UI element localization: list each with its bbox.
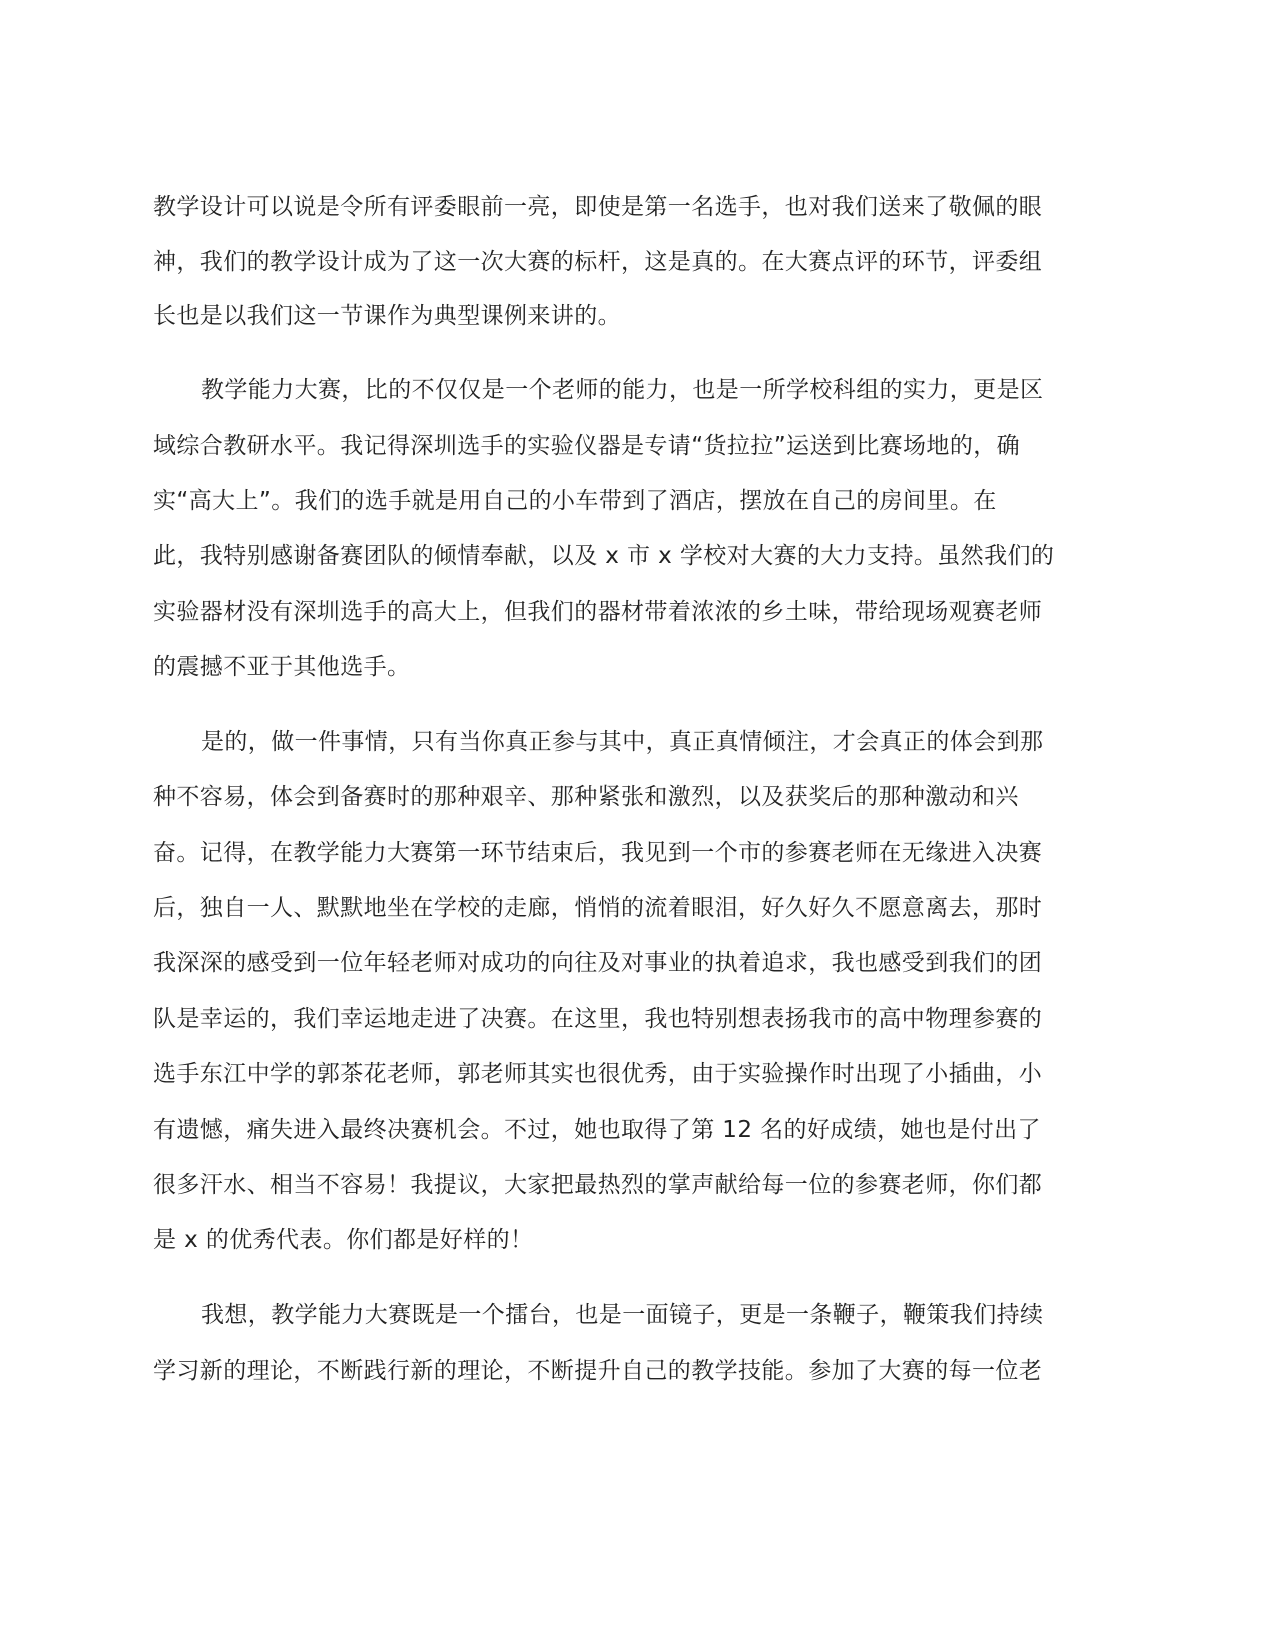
text-line: 教学设计可以说是令所有评委眼前一亮，即使是第一名选手，也对我们送来了敬佩的眼 [153,194,1043,220]
text-line: 我深深的感受到一位年轻老师对成功的向往及对事业的执着追求，我也感受到我们的团 [153,950,1043,976]
text-line: 奋。记得，在教学能力大赛第一环节结束后，我见到一个市的参赛老师在无缘进入决赛 [153,840,1043,866]
text-line: 是 x 的优秀代表。你们都是好样的！ [153,1227,534,1253]
text-line: 神，我们的教学设计成为了这一次大赛的标杆，这是真的。在大赛点评的环节，评委组 [153,249,1043,275]
text-line: 的震撼不亚于其他选手。 [153,654,411,680]
text-line: 后，独自一人、默默地坐在学校的走廊，悄悄的流着眼泪，好久好久不愿意离去，那时 [153,895,1043,921]
text-line: 实“高大上”。我们的选手就是用自己的小车带到了酒店，摆放在自己的房间里。在 [153,488,997,514]
text-line: 教学能力大赛，比的不仅仅是一个老师的能力，也是一所学校科组的实力，更是区 [201,377,1044,403]
text-line: 实验器材没有深圳选手的高大上，但我们的器材带着浓浓的乡土味，带给现场观赛老师 [153,599,1043,625]
text-line: 此，我特别感谢备赛团队的倾情奉献，以及 x 市 x 学校对大赛的大力支持。虽然我们的 [153,543,1055,569]
text-line: 选手东江中学的郭茶花老师，郭老师其实也很优秀，由于实验操作时出现了小插曲，小 [153,1061,1043,1087]
text-line: 很多汗水、相当不容易！我提议，大家把最热烈的掌声献给每一位的参赛老师，你们都 [153,1172,1043,1198]
text-line: 有遗憾，痛失进入最终决赛机会。不过，她也取得了第 12 名的好成绩，她也是付出了 [153,1117,1041,1143]
text-line: 长也是以我们这一节课作为典型课例来讲的。 [153,303,621,329]
text-line: 是的，做一件事情，只有当你真正参与其中，真正真情倾注，才会真正的体会到那 [201,729,1044,755]
text-line: 种不容易，体会到备赛时的那种艰辛、那种紧张和激烈，以及获奖后的那种激动和兴 [153,784,1019,810]
text-line: 域综合教研水平。我记得深圳选手的实验仪器是专请“货拉拉”运送到比赛场地的，确 [153,433,1021,459]
text-line: 学习新的理论，不断践行新的理论，不断提升自己的教学技能。参加了大赛的每一位老 [153,1358,1043,1384]
text-line: 队是幸运的，我们幸运地走进了决赛。在这里，我也特别想表扬我市的高中物理参赛的 [153,1006,1043,1032]
text-line: 我想，教学能力大赛既是一个擂台，也是一面镜子，更是一条鞭子，鞭策我们持续 [201,1302,1044,1328]
